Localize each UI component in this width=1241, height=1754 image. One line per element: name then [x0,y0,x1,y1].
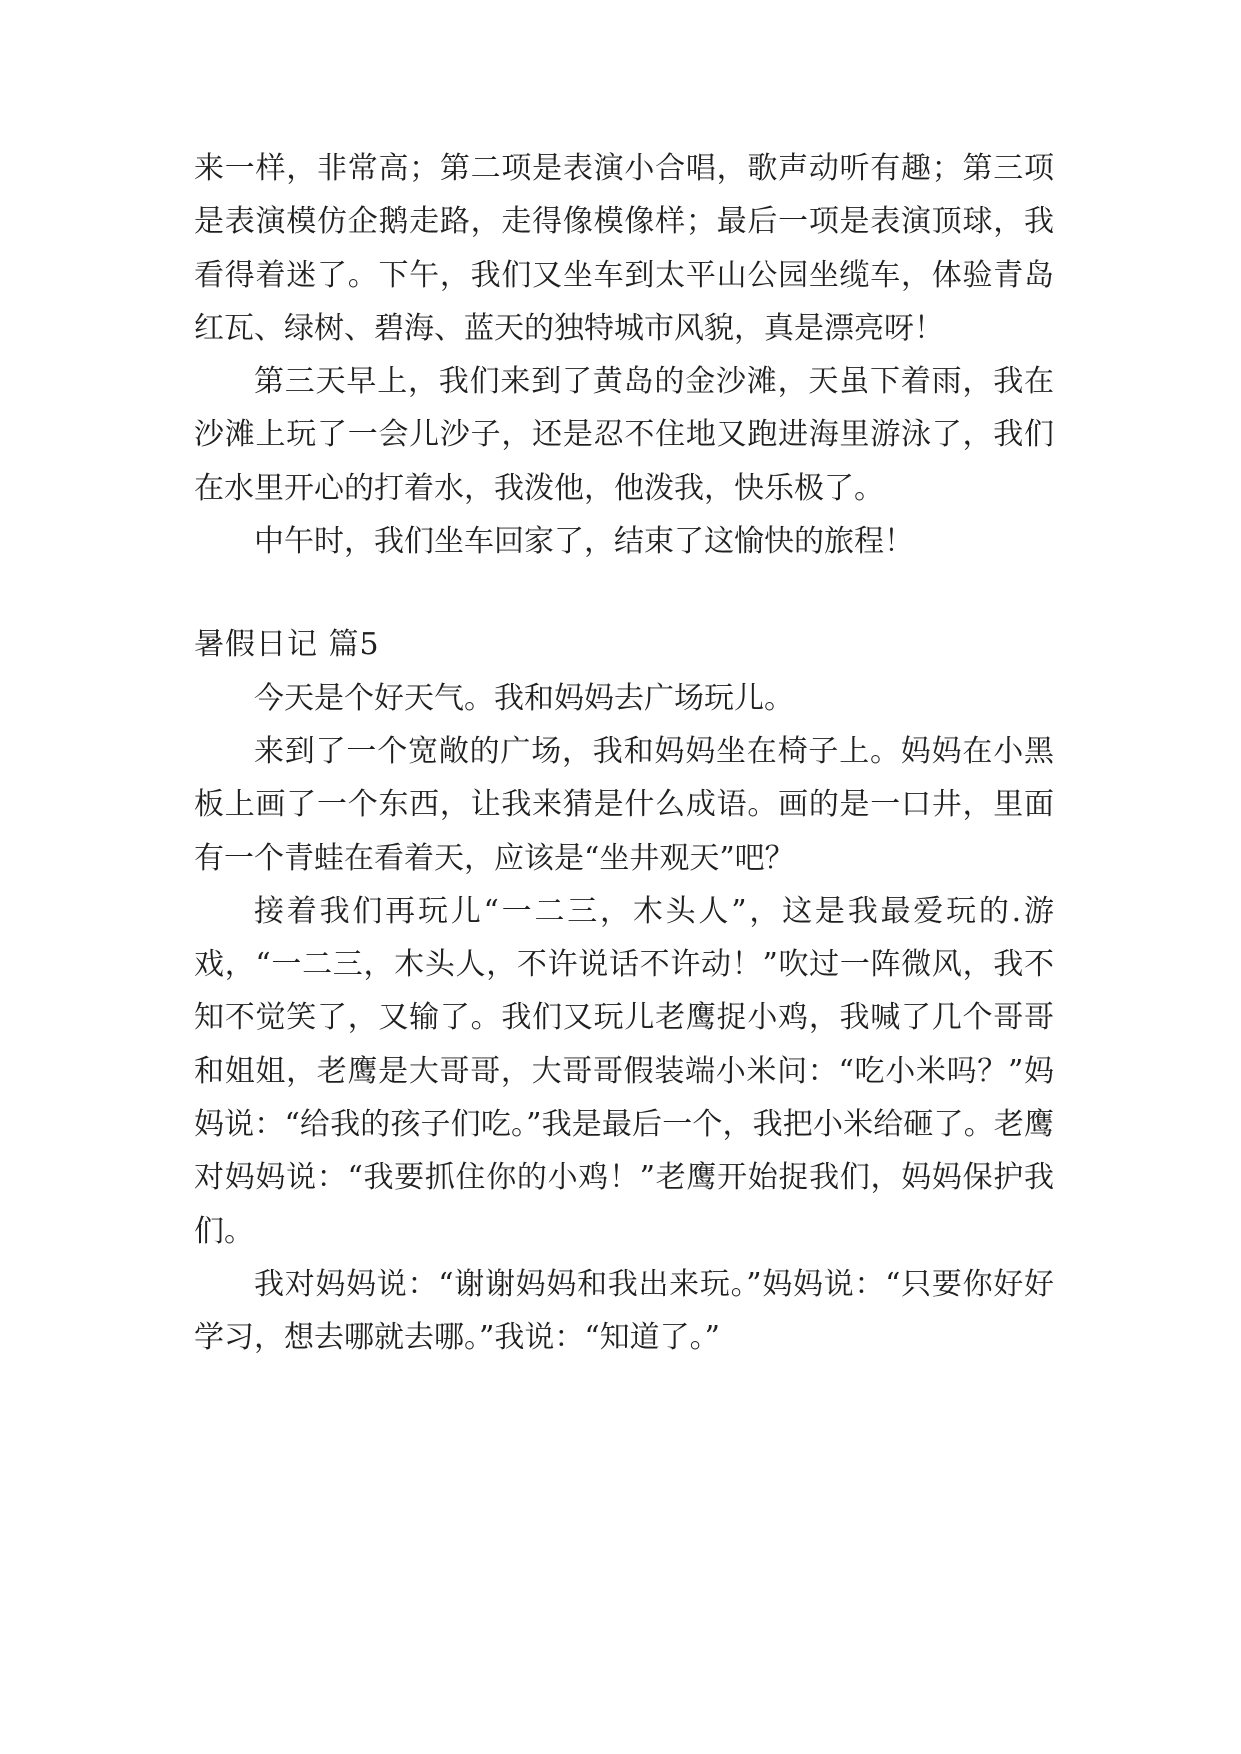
closing-paragraph: 中午时，我们坐车回家了，结束了这愉快的旅程！ [254,524,914,560]
section-spacer [194,568,1054,618]
document-page [194,142,1054,1365]
day3-paragraph: 第三天早上，我们来到了黄岛的金沙滩，天虽下着雨，我在沙滩上玩了一会儿沙子，还是忍不住地又跑进海里游泳了，我们在水里开心的打着水，我泼他，他泼我，快乐极了。 [194,364,1054,506]
section-paragraph-2: 来到了一个宽敞的广场，我和妈妈坐在椅子上。妈妈在小黑板上画了一个东西，让我来猜是什么成语。画的是一口井，里面有一个青蛙在看着天，应该是“坐井观天”吧？ [194,733,1054,876]
continuation-paragraph: 来一样，非常高；第二项是表演小合唱，歌声动听有趣；第三项是表演模仿企鹅走路，走得像模像样；最后一项是表演顶球，我看得着迷了。下午，我们又坐车到太平山公园坐缆车，体验青岛红瓦、绿树、碧海、蓝天的独特城市风貌，真是漂亮呀！ [194,151,1054,346]
section-paragraph-4: 我对妈妈说：“谢谢妈妈和我出来玩。”妈妈说：“只要你好好学习，想去哪就去哪。”我说：“知道了。” [194,1266,1054,1356]
section-paragraph-3: 接着我们再玩儿“一二三，木头人”，这是我最爱玩的.游戏，“一二三，木头人，不许说话不许动！”吹过一阵微风，我不知不觉笑了，又输了。我们又玩儿老鹰捉小鸡，我喊了几个哥哥和姐姐，老鹰是大哥哥，大哥哥假装端小米问：“吃小米吗？”妈妈说：“给我的孩子们吃。”我是最后一个，我把小米给砸了。老鹰对妈妈说：“我要抓住你的小鸡！”老鹰开始捉我们，妈妈保护我们。 [194,893,1054,1249]
section-title: 暑假日记 篇5 [194,627,380,663]
section-paragraph-1: 今天是个好天气。我和妈妈去广场玩儿。 [254,680,794,716]
